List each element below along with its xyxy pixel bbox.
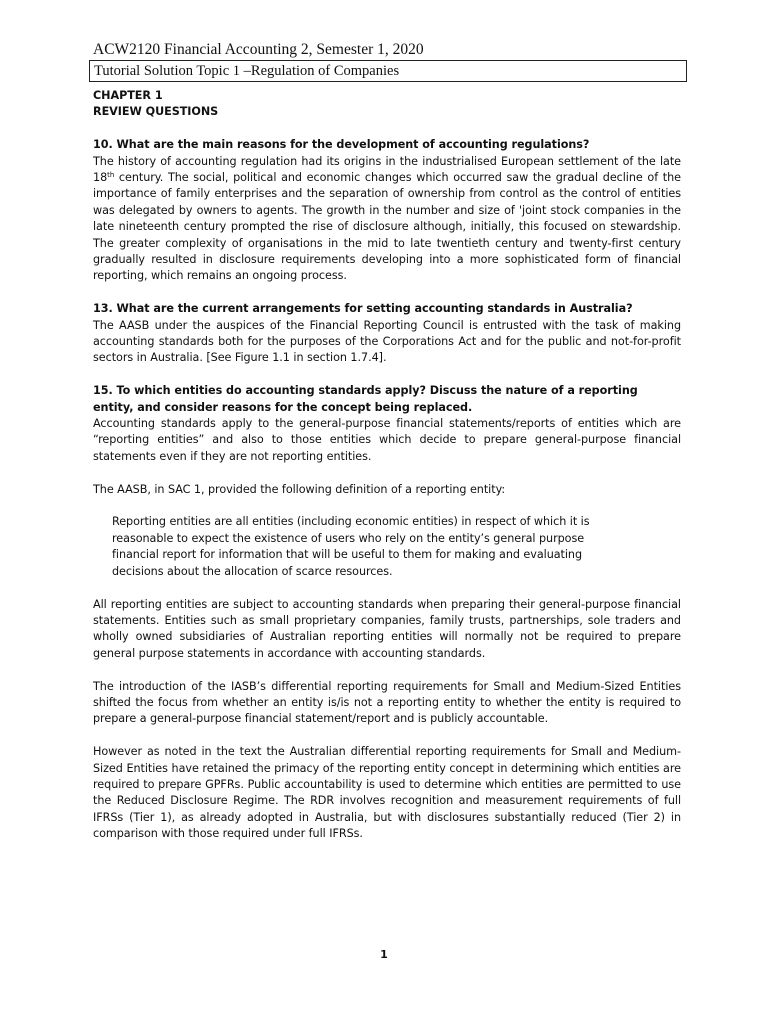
quote-line: decisions about the allocation of scarce resources. [112, 564, 393, 578]
topic-title-box: Tutorial Solution Topic 1 –Regulation of Companies [89, 60, 687, 82]
answer-15: Accounting standards apply to the general-purpose financial statements/reports of entities which are “reporting entities” and also to those entities which decide to prepare general-purpose financial statements even if they are not reporting entities. [93, 417, 681, 463]
paragraph-australian-requirements: However as noted in the text the Australian differential reporting requirements for Small and Medium-Sized Entities have retained the primacy of the reporting entity concept in determining which entities are required to prepare GPFRs. Public accountability is used to determine which entities are permitted to use the Reduced Disclosure Regime. The RDR involves recognition and measurement requirements of full IFRSs (Tier 1), as already adopted in Australia, but with disclosures substantially reduced (Tier 2) in comparison with those required under full IFRSs. [93, 745, 681, 841]
paragraph-all-reporting-entities: All reporting entities are subject to accounting standards when preparing their general-purpose financial statements. Entities such as small proprietary companies, family trusts, partnerships, sole traders and wholly owned subsidiaries of Australian reporting entities will normally not be required to prepare general purpose statements in accordance with accounting standards. [93, 597, 681, 660]
quote-line: financial report for information that will be useful to them for making and evaluating [112, 548, 583, 562]
answer-10-rest: century. The social, political and economic changes which occurred saw the gradual decline of the importance of family enterprises and the separation of ownership from control as the control of entities was delegated by owners to agents. The growth in the number and size of 'joint stock companies in the late nineteenth century prompted the rise of disclosure although, initially, this focused on stewardship. The greater complexity of organisations in the mid to late twentieth century and twenty-first century gradually resulted in disclosure requirements developing into a more sophisticated form of financial reporting, which remains an ongoing process. [93, 171, 681, 283]
document-body [93, 88, 681, 843]
chapter-subtitle: REVIEW QUESTIONS [93, 105, 219, 119]
chapter-heading [93, 88, 681, 121]
course-header: ACW2120 Financial Accounting 2, Semester 1, 2020 [93, 41, 424, 58]
chapter-title: CHAPTER 1 [93, 89, 163, 102]
question-13: 13. What are the current arrangements for setting accounting standards in Australia? [93, 302, 633, 316]
document-page [93, 40, 681, 843]
answer-10 [93, 154, 681, 285]
reporting-entity-definition-quote [93, 514, 681, 580]
answer-10-start: The history of accounting regulation had its origins in the industrialised European settlement of the late 18 [93, 154, 681, 185]
answer-13: The AASB under the auspices of the Financial Reporting Council is entrusted with the task of making accounting standards both for the purposes of the Corporations Act and for the public and not-for-profit sectors in Australia. [See Figure 1.1 in section 1.7.4]. [93, 318, 681, 365]
question-15: 15. To which entities do accounting standards apply? Discuss the nature of a reporting entity, and consider reasons for the concept being replaced. [93, 384, 638, 414]
paragraph-iasb-differential: The introduction of the IASB’s differential reporting requirements for Small and Medium-Sized Entities shifted the focus from whether an entity is/is not a reporting entity to whether the entity is required to prepare a general-purpose financial statement/report and is publicly accountable. [93, 679, 681, 726]
answer-10-superscript: th [107, 171, 115, 180]
question-10: 10. What are the main reasons for the development of accounting regulations? [93, 138, 590, 152]
quote-line: Reporting entities are all entities (including economic entities) in respect of which it is [112, 515, 590, 529]
quote-line: reasonable to expect the existence of users who rely on the entity’s general purpose [112, 531, 585, 545]
sac-definition-intro: The AASB, in SAC 1, provided the following definition of a reporting entity: [93, 482, 506, 496]
page-number: 1 [380, 948, 388, 961]
